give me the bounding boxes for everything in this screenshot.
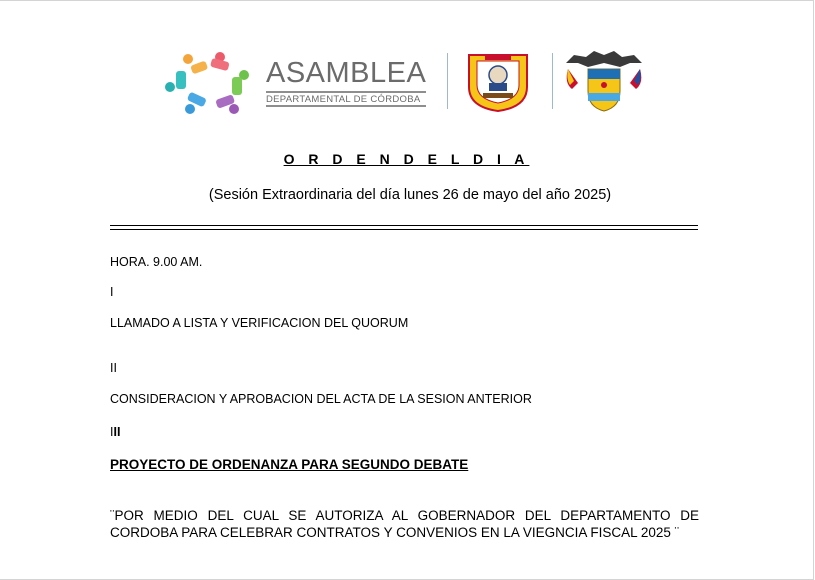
section-numeral: I <box>110 285 114 299</box>
header-separator-2 <box>552 53 553 109</box>
ordinance-description: ¨POR MEDIO DEL CUAL SE AUTORIZA AL GOBERNADOR DEL DEPARTAMENTO DE CORDOBA PARA CELEBRAR CONTRATOS Y CONVENIOS EN LA VIEGNCIA FISCAL 2025 ¨ <box>110 508 699 540</box>
section-heading: LLAMADO A LISTA Y VERIFICACION DEL QUORUM <box>110 316 409 330</box>
section-heading: CONSIDERACION Y APROBACION DEL ACTA DE LA SESION ANTERIOR <box>110 392 532 406</box>
session-subtitle: (Sesión Extraordinaria del día lunes 26 de mayo del año 2025) <box>208 187 612 203</box>
assembly-logo-icon <box>164 51 256 115</box>
brand <box>266 57 426 107</box>
document-title: O R D E N D E L D I A <box>283 151 530 167</box>
section-numeral: II <box>110 361 117 375</box>
section-heading-underlined: PROYECTO DE ORDENANZA PARA SEGUNDO DEBATE <box>110 457 469 472</box>
numeral-bold: II <box>113 425 121 439</box>
numeral-prefix: I <box>110 425 114 439</box>
brand-title: ASAMBLEA <box>266 57 427 89</box>
colombia-coat-of-arms-icon <box>564 49 644 115</box>
session-time: HORA. 9.00 AM. <box>110 255 203 269</box>
header-separator <box>447 53 448 109</box>
double-rule-top <box>110 225 698 226</box>
double-rule-bottom <box>110 229 698 230</box>
department-shield-icon <box>465 51 531 113</box>
section-numeral <box>110 425 120 439</box>
brand-subtitle: DEPARTAMENTAL DE CÓRDOBA <box>266 91 426 107</box>
letterhead <box>160 49 660 117</box>
